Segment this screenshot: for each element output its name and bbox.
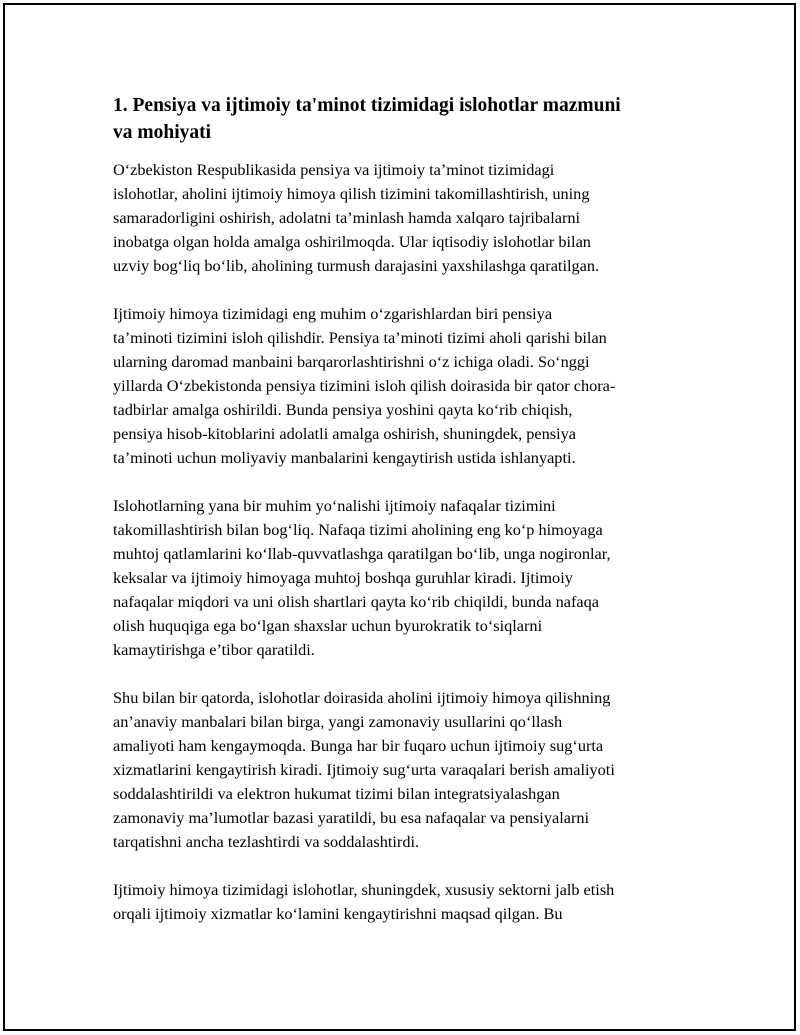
paragraph-line: pensiya hisob-kitoblarini adolatli amalga oshirish, shuningdek, pensiya — [113, 424, 577, 443]
paragraph-line: islohotlar, aholini ijtimoiy himoya qilish tizimini takomillashtirish, uning — [113, 184, 590, 203]
paragraph-line: ularning daromad manbaini barqarorlashtirishni o‘z ichiga oladi. So‘nggi — [113, 352, 590, 371]
paragraph-1 — [113, 158, 693, 278]
paragraph-4 — [113, 686, 693, 854]
paragraph-line: Ijtimoiy himoya tizimidagi eng muhim o‘zgarishlardan biri pensiya — [113, 304, 553, 323]
paragraph-2 — [113, 302, 693, 470]
paragraph-line: orqali ijtimoiy xizmatlar ko‘lamini kengaytirishni maqsad qilgan. Bu — [113, 904, 563, 923]
paragraph-5 — [113, 878, 693, 926]
paragraph-line: uzviy bog‘liq bo‘lib, aholining turmush darajasini yaxshilashga qaratilgan. — [113, 256, 600, 275]
paragraph-line: Islohotlarning yana bir muhim yo‘nalishi ijtimoiy nafaqalar tizimini — [113, 496, 556, 515]
paragraph-line: Shu bilan bir qatorda, islohotlar doirasida aholini ijtimoiy himoya qilishning — [113, 688, 611, 707]
paragraph-line: xizmatlarini kengaytirish kiradi. Ijtimoiy sug‘urta varaqalari berish amaliyoti — [113, 760, 615, 779]
paragraph-line: ta’minoti uchun moliyaviy manbalarini kengaytirish ustida ishlanyapti. — [113, 448, 576, 467]
section-heading-line: va mohiyati — [113, 122, 212, 143]
paragraph-line: samaradorligini oshirish, adolatni ta’minlash hamda xalqaro tajribalarni — [113, 208, 581, 227]
section-heading — [113, 92, 693, 146]
paragraph-line: zamonaviy ma’lumotlar bazasi yaratildi, bu esa nafaqalar va pensiyalarni — [113, 808, 590, 827]
paragraph-line: inobatga olgan holda amalga oshirilmoqda. Ular iqtisodiy islohotlar bilan — [113, 232, 591, 251]
paragraph-line: amaliyoti ham kengaymoqda. Bunga har bir fuqaro uchun ijtimoiy sug‘urta — [113, 736, 604, 755]
paragraph-3 — [113, 494, 693, 662]
paragraph-line: Ijtimoiy himoya tizimidagi islohotlar, shuningdek, xususiy sektorni jalb etish — [113, 880, 615, 899]
paragraph-line: an’anaviy manbalari bilan birga, yangi zamonaviy usullarini qo‘llash — [113, 712, 563, 731]
paragraph-line: O‘zbekiston Respublikasida pensiya va ijtimoiy ta’minot tizimidagi — [113, 160, 555, 179]
paragraph-line: yillarda O‘zbekistonda pensiya tizimini isloh qilish doirasida bir qator chora- — [113, 376, 616, 395]
paragraph-line: tadbirlar amalga oshirildi. Bunda pensiya yoshini qayta ko‘rib chiqish, — [113, 400, 573, 419]
paragraph-line: muhtoj qatlamlarini ko‘llab-quvvatlashga qaratilgan bo‘lib, unga nogironlar, — [113, 544, 611, 563]
paragraph-line: ta’minoti tizimini isloh qilishdir. Pensiya ta’minoti tizimi aholi qarishi bilan — [113, 328, 607, 347]
paragraph-line: keksalar va ijtimoiy himoyaga muhtoj boshqa guruhlar kiradi. Ijtimoiy — [113, 568, 573, 587]
paragraph-line: soddalashtirildi va elektron hukumat tizimi bilan integratsiyalashgan — [113, 784, 560, 803]
paragraph-line: tarqatishni ancha tezlashtirdi va soddalashtirdi. — [113, 832, 420, 851]
section-heading-line: 1. Pensiya va ijtimoiy ta'minot tizimidagi islohotlar mazmuni — [113, 95, 621, 116]
paragraph-line: olish huquqiga ega bo‘lgan shaxslar uchun byurokratik to‘siqlarni — [113, 616, 543, 635]
paragraph-line: takomillashtirish bilan bog‘liq. Nafaqa tizimi aholining eng ko‘p himoyaga — [113, 520, 603, 539]
paragraph-line: kamaytirishga e’tibor qaratildi. — [113, 640, 315, 659]
paragraph-line: nafaqalar miqdori va uni olish shartlari qayta ko‘rib chiqildi, bunda nafaqa — [113, 592, 600, 611]
document-body — [113, 92, 693, 950]
